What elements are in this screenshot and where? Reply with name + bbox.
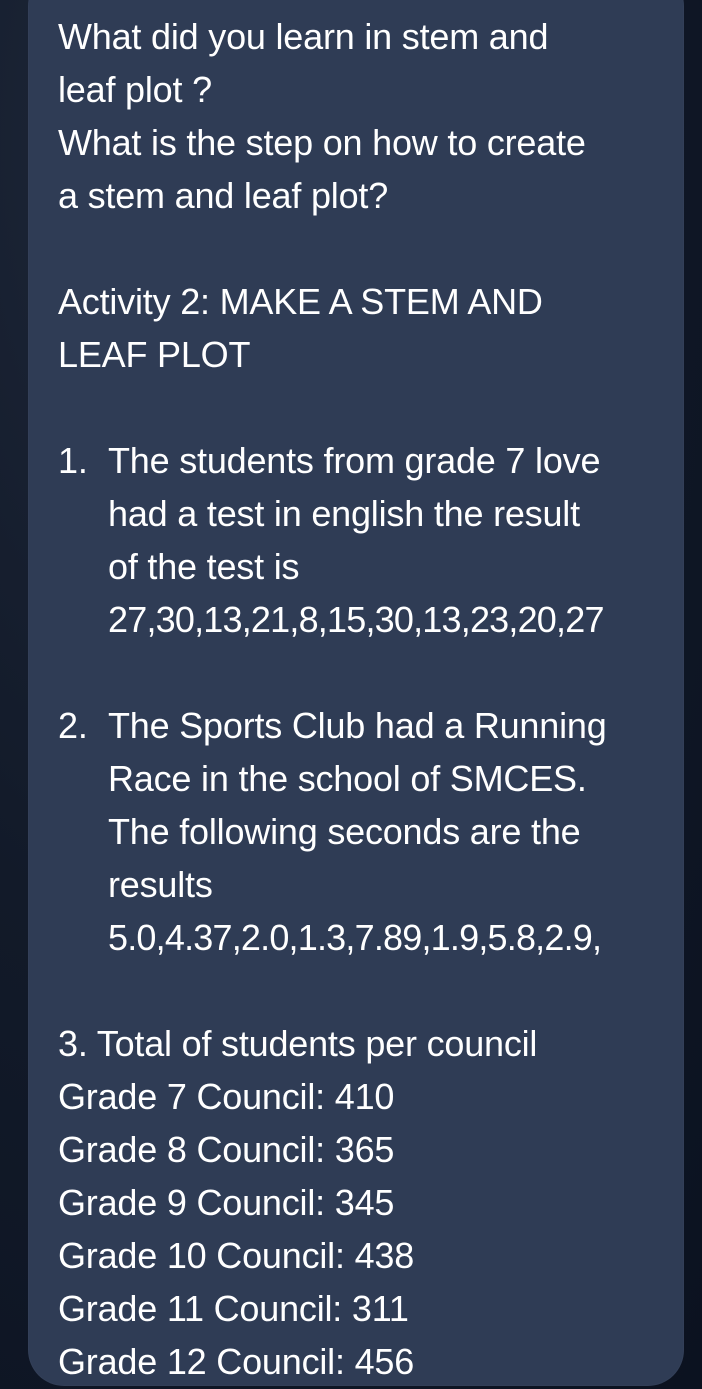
list-line: The students from grade 7 love (108, 440, 601, 481)
spacer (58, 222, 678, 275)
list-item-body (108, 434, 678, 646)
list-number: 1. (58, 440, 88, 481)
list-item-body (108, 699, 678, 964)
list-item-2 (58, 699, 678, 964)
question-line: a stem and leaf plot? (58, 175, 389, 216)
list-line: results (108, 864, 213, 905)
list-line: Race in the school of SMCES. (108, 758, 587, 799)
council-line: Grade 9 Council: 345 (58, 1182, 395, 1223)
spacer (58, 646, 678, 699)
question-line: What is the step on how to create (58, 122, 586, 163)
list-item-3-title: 3. Total of students per council (58, 1023, 538, 1064)
race-seconds: 5.0,4.37,2.0,1.3,7.89,1.9,5.8,2.9, (108, 917, 602, 958)
list-number: 2. (58, 705, 88, 746)
spacer (58, 964, 678, 1017)
question-line: What did you learn in stem and (58, 16, 549, 57)
spacer (58, 381, 678, 434)
list-line: had a test in english the result (108, 493, 580, 534)
activity-title-line: LEAF PLOT (58, 334, 251, 375)
council-line: Grade 7 Council: 410 (58, 1076, 395, 1117)
list-line: The Sports Club had a Running (108, 705, 607, 746)
list-line: The following seconds are the (108, 811, 581, 852)
list-line: of the test is (108, 546, 300, 587)
council-line: Grade 11 Council: 311 (58, 1288, 409, 1329)
council-line: Grade 12 Council: 456 (58, 1341, 415, 1382)
activity-title-line: Activity 2: MAKE A STEM AND (58, 281, 543, 322)
question-line: leaf plot ? (58, 69, 212, 110)
council-line: Grade 8 Council: 365 (58, 1129, 395, 1170)
message-text (58, 10, 678, 1388)
council-line: Grade 10 Council: 438 (58, 1235, 415, 1276)
test-scores: 27,30,13,21,8,15,30,13,23,20,27 (108, 599, 604, 640)
list-item-1 (58, 434, 678, 646)
